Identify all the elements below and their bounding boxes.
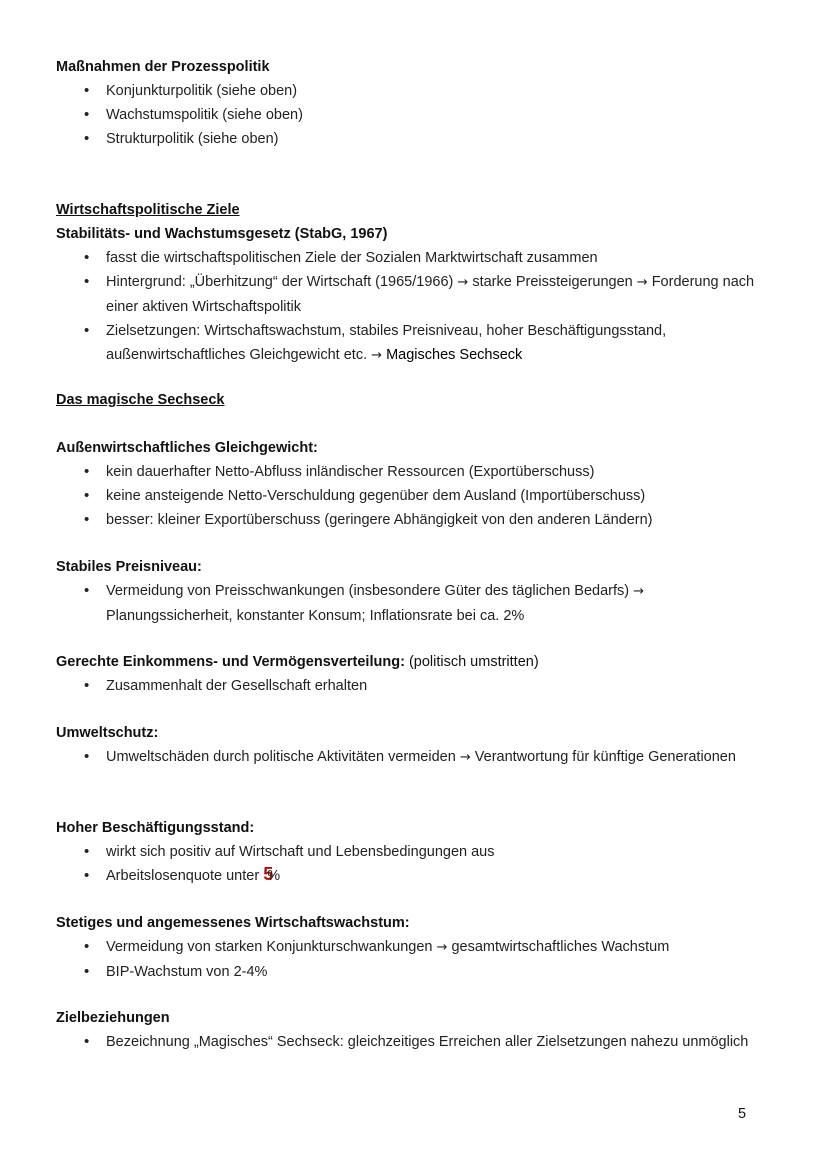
arrow-icon: →: [457, 275, 469, 290]
section-heading: Das magische Sechseck: [56, 392, 225, 408]
bullet-list: [56, 246, 756, 368]
heading-text: Gerechte Einkommens- und Vermögensverteilung:: [56, 654, 405, 670]
list-item: • Zusammenhalt der Gesellschaft erhalten: [56, 674, 756, 698]
item-text: %: [267, 868, 281, 884]
section-heading: Umweltschutz:: [56, 725, 159, 741]
list-item: • Bezeichnung „Magisches“ Sechseck: gleichzeitiges Erreichen aller Zielsetzungen nahezu unmöglich: [56, 1030, 756, 1054]
bullet-list: [56, 674, 756, 698]
section-heading: Stetiges und angemessenes Wirtschaftswachstum:: [56, 915, 410, 931]
list-item: [56, 319, 756, 368]
list-item: • Konjunkturpolitik (siehe oben): [56, 79, 756, 103]
arrow-icon: →: [459, 750, 471, 765]
item-text: fasst die wirtschaftspolitischen Ziele der Sozialen Marktwirtschaft zusammen: [106, 250, 598, 266]
list-item: • BIP-Wachstum von 2-4%: [56, 960, 756, 984]
item-text: Forderung nach einer aktiven Wirtschaftspolitik: [106, 274, 755, 315]
arrow-icon: →: [371, 348, 383, 363]
bullet-list: [56, 79, 756, 151]
section-wirtschaftswachstum: [56, 911, 756, 984]
list-item: [56, 745, 756, 770]
heading-suffix: (politisch umstritten): [408, 654, 539, 670]
section-heading: [56, 650, 756, 674]
section-preisniveau: [56, 555, 756, 628]
section-heading: Stabiles Preisniveau:: [56, 559, 202, 575]
bullet-list: [56, 935, 756, 984]
handwritten-correction: 5: [263, 864, 268, 884]
section-beschaeftigung: [56, 816, 756, 888]
section-magisches-sechseck: [56, 388, 756, 412]
section-heading: Außenwirtschaftliches Gleichgewicht:: [56, 440, 318, 456]
item-text: Umweltschäden durch politische Aktivitäten vermeiden: [106, 749, 456, 765]
item-text: gesamtwirtschaftliches Wachstum: [451, 939, 670, 955]
section-umweltschutz: [56, 721, 756, 770]
section-aussenwirtschaft: [56, 436, 756, 532]
section-wirtschaftspolitische-ziele: [56, 198, 756, 368]
section-verteilung: [56, 650, 756, 698]
section-heading: Hoher Beschäftigungsstand:: [56, 820, 255, 836]
item-text: Hintergrund: „Überhitzung“ der Wirtschaft (1965/1966): [106, 274, 454, 290]
list-item: [56, 579, 756, 628]
list-item: • wirkt sich positiv auf Wirtschaft und Lebensbedingungen aus: [56, 840, 756, 864]
item-text: Zielsetzungen: Wirtschaftswachstum, stabiles Preisniveau, hoher Beschäftigungsstand, außenwirtschaftliches Gleichgewicht etc.: [106, 323, 667, 363]
bullet-list: [56, 579, 756, 628]
bullet-list: [56, 745, 756, 770]
list-item: [56, 270, 756, 319]
list-item: • keine ansteigende Netto-Verschuldung gegenüber dem Ausland (Importüberschuss): [56, 484, 756, 508]
item-text: Magisches Sechseck: [386, 347, 523, 363]
list-item: • besser: kleiner Exportüberschuss (geringere Abhängigkeit von den anderen Ländern): [56, 508, 756, 532]
item-text: Arbeitslosenquote unter: [106, 868, 260, 884]
list-item: • kein dauerhafter Netto-Abfluss inländischer Ressourcen (Exportüberschuss): [56, 460, 756, 484]
item-text: Vermeidung von Preisschwankungen (insbesondere Güter des täglichen Bedarfs): [106, 583, 630, 599]
list-item: [56, 864, 756, 888]
list-item: [56, 246, 756, 270]
section-heading: Zielbeziehungen: [56, 1010, 170, 1026]
section-zielbeziehungen: [56, 1006, 756, 1054]
section-heading: Maßnahmen der Prozesspolitik: [56, 59, 270, 75]
bullet-list: [56, 460, 756, 532]
bullet-list: [56, 1030, 756, 1054]
item-text: Verantwortung für künftige Generationen: [474, 749, 736, 765]
list-item: [56, 935, 756, 960]
section-subheading: Stabilitäts- und Wachstumsgesetz (StabG, 1967): [56, 226, 388, 242]
item-text: starke Preissteigerungen: [472, 274, 633, 290]
section-prozesspolitik: [56, 55, 756, 151]
item-text: Planungssicherheit, konstanter Konsum; Inflationsrate bei ca. 2%: [106, 608, 525, 624]
bullet-list: [56, 840, 756, 888]
arrow-icon: →: [636, 275, 648, 290]
list-item: • Wachstumspolitik (siehe oben): [56, 103, 756, 127]
arrow-icon: →: [633, 584, 645, 599]
page-number: 5: [738, 1106, 747, 1122]
section-heading: Wirtschaftspolitische Ziele: [56, 202, 240, 218]
arrow-icon: →: [436, 940, 448, 955]
list-item: • Strukturpolitik (siehe oben): [56, 127, 756, 151]
item-text: Vermeidung von starken Konjunkturschwankungen: [106, 939, 433, 955]
